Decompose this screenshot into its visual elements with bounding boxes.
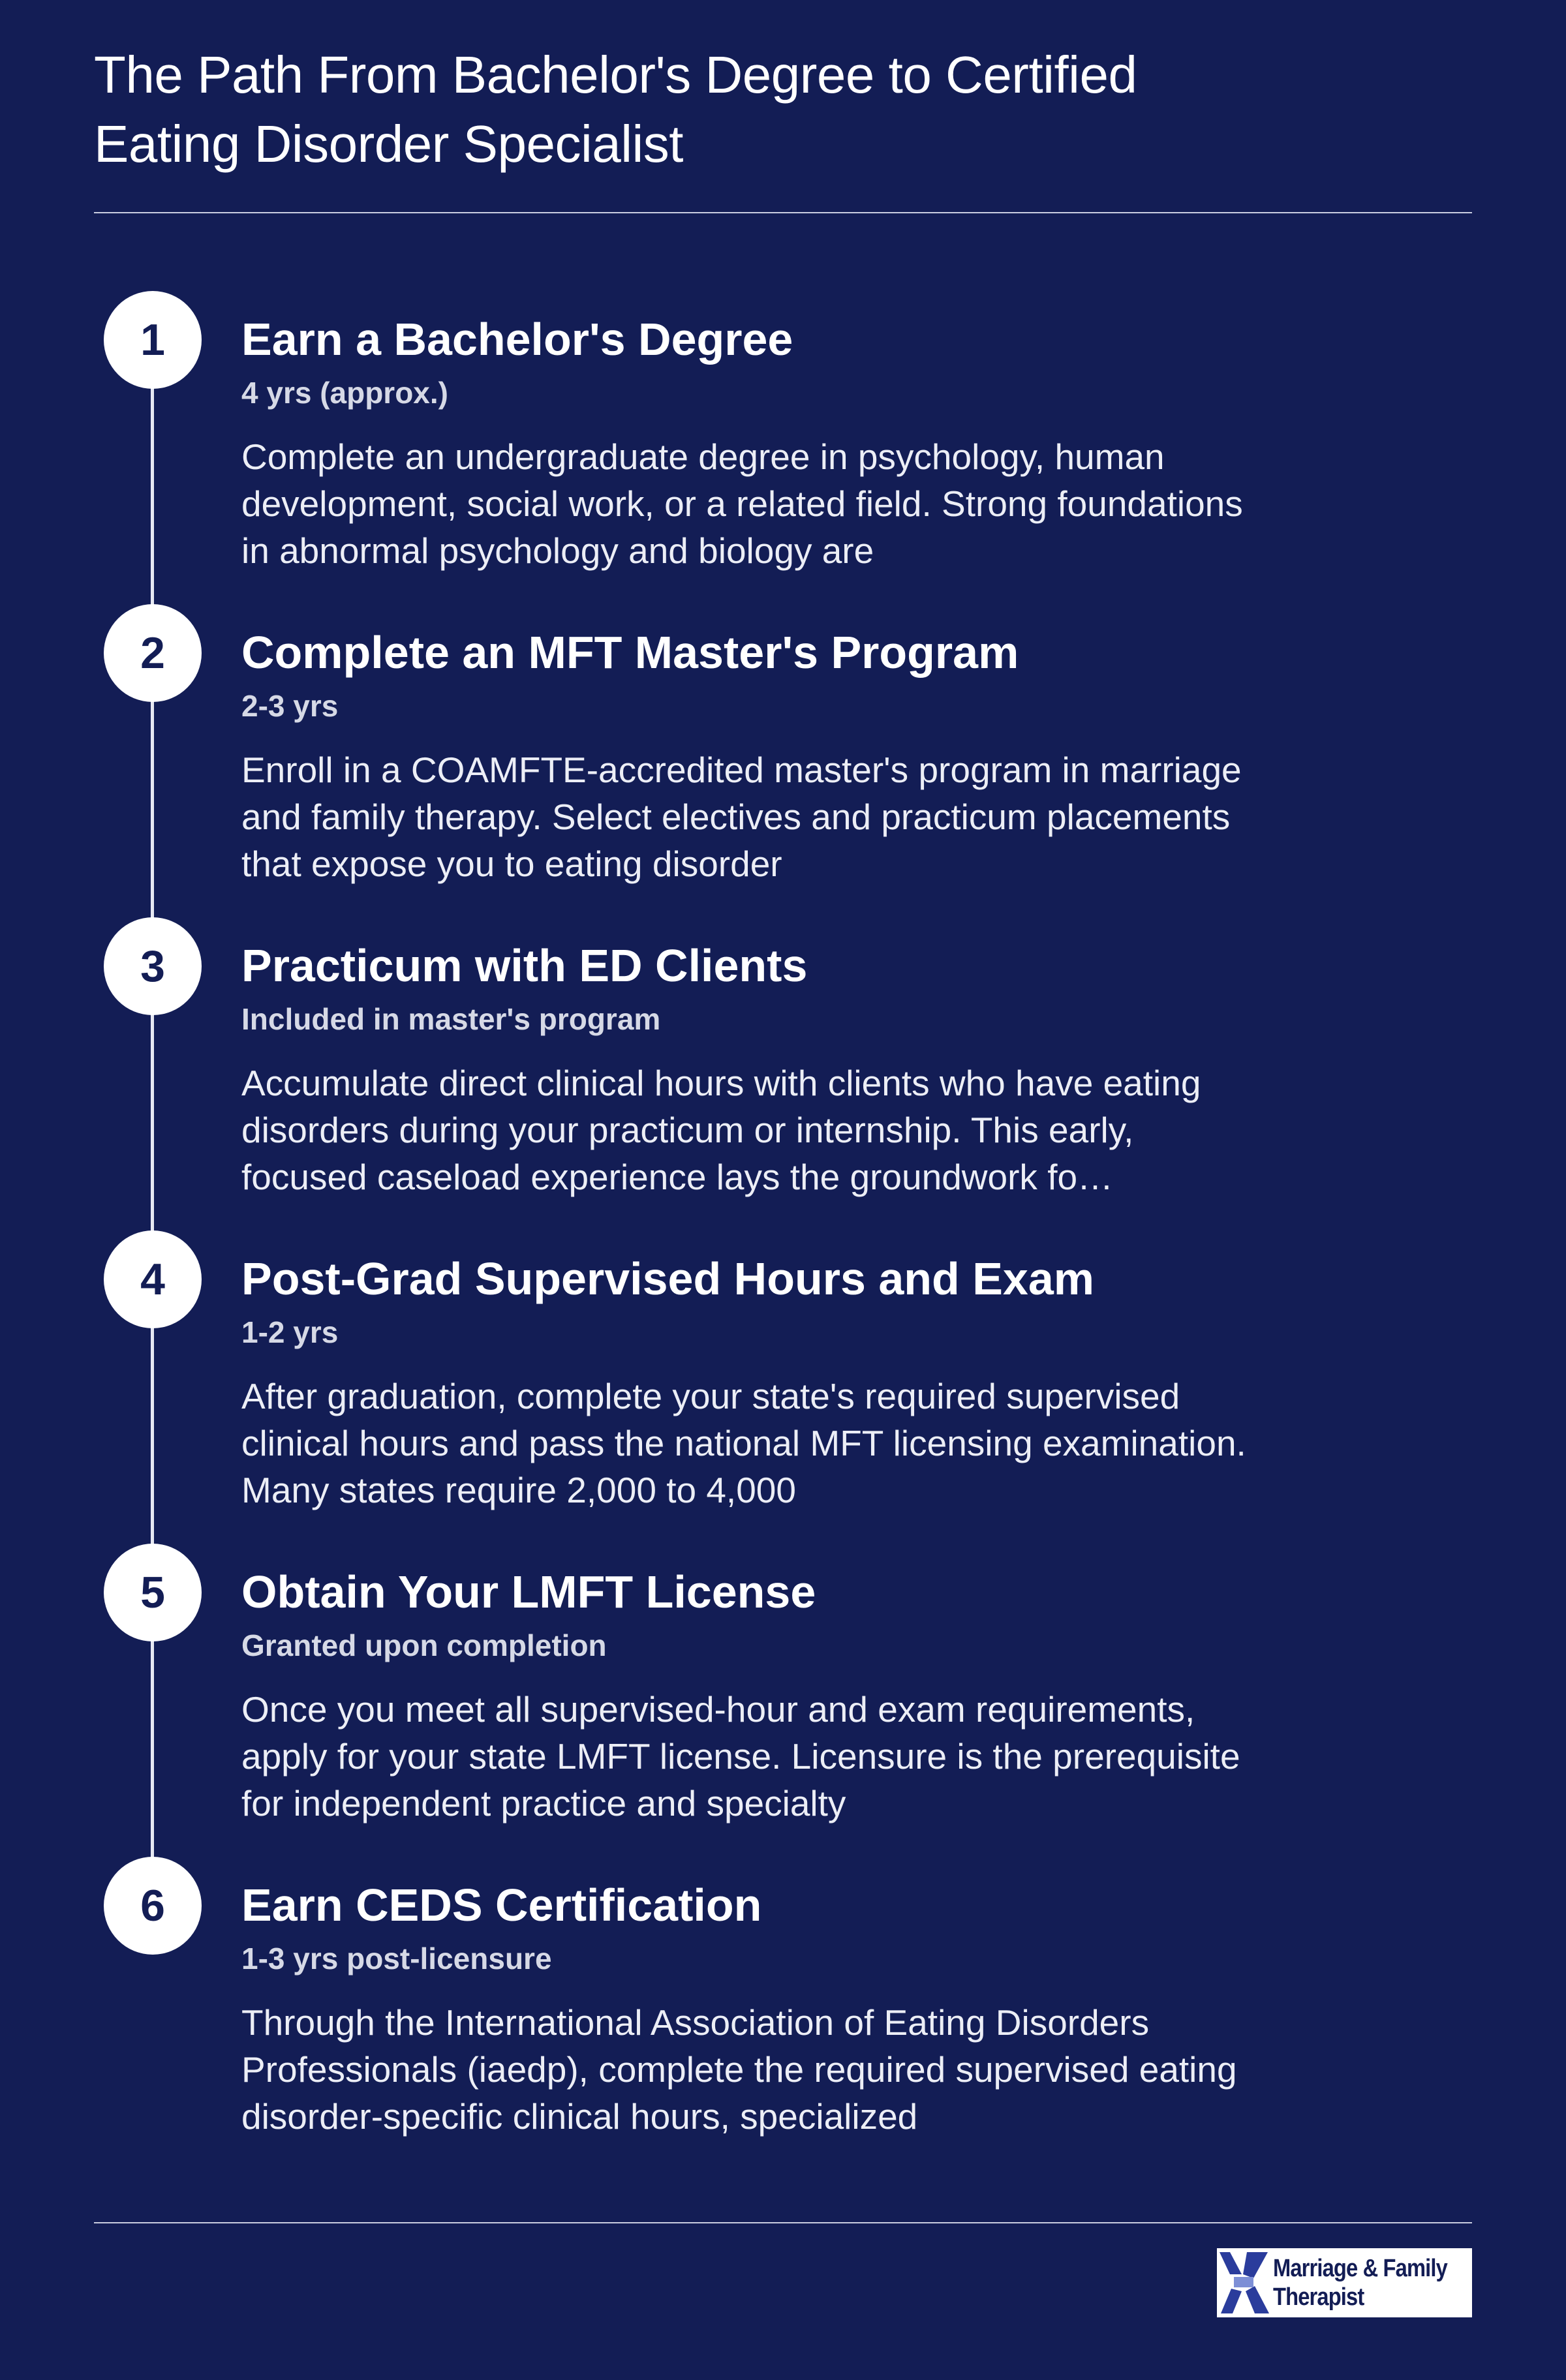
step-title: Earn a Bachelor's Degree [241,314,793,365]
step-title: Complete an MFT Master's Program [241,627,1019,678]
bottom-divider [94,2222,1472,2223]
step-1 [94,291,1399,591]
step-number-badge: 4 [104,1230,202,1328]
step-description: Through the International Association of Eating Disorders Professionals (iaedp), complete the required supervised eating disorder-specific clinical hours, specialized [241,2002,1237,2137]
step-duration: 1-2 yrs [241,1315,339,1349]
step-duration: 1-3 yrs post-licensure [241,1942,552,1976]
step-title: Post-Grad Supervised Hours and Exam [241,1253,1095,1304]
logo-wordmark [1273,2254,1447,2311]
step-duration: Included in master's program [241,1002,661,1036]
step-3 [94,917,1399,1217]
page-title: The Path From Bachelor's Degree to Certified Eating Disorder Specialist [94,46,1137,173]
step-number-badge: 1 [104,291,202,389]
step-title: Earn CEDS Certification [241,1880,762,1930]
step-description: Complete an undergraduate degree in psychology, human development, social work, or a related field. Strong foundations in abnormal psychology and biology are [241,436,1243,571]
step-number-badge: 6 [104,1857,202,1955]
step-description: Accumulate direct clinical hours with clients who have eating disorders during your practicum or internship. This early, focused caseload experience lays the groundwork fo… [241,1063,1201,1197]
step-description: Enroll in a COAMFTE-accredited master's program in marriage and family therapy. Select electives and practicum placements that expose you to eating disorder [241,750,1242,884]
step-title: Practicum with ED Clients [241,940,808,991]
brand-logo [1217,2248,1472,2317]
step-2 [94,604,1399,904]
logo-line-1: Marriage & Family [1273,2255,1447,2282]
logo-mark-icon [1217,2248,1273,2317]
top-divider [94,212,1472,213]
step-number-badge: 3 [104,917,202,1015]
step-5 [94,1544,1399,1844]
step-duration: 4 yrs (approx.) [241,376,448,410]
step-duration: Granted upon completion [241,1628,607,1662]
step-title: Obtain Your LMFT License [241,1566,816,1617]
step-4 [94,1230,1399,1531]
step-description: Once you meet all supervised-hour and exam requirements, apply for your state LMFT license. Licensure is the prerequisite for independent practice and specialty [241,1689,1240,1823]
step-duration: 2-3 yrs [241,689,339,723]
step-6 [94,1857,1399,2157]
step-description: After graduation, complete your state's required supervised clinical hours and pass the national MFT licensing examination. Many states require 2,000 to 4,000 [241,1376,1246,1510]
logo-line-2: Therapist [1273,2283,1364,2311]
step-number-badge: 5 [104,1544,202,1641]
step-number-badge: 2 [104,604,202,702]
